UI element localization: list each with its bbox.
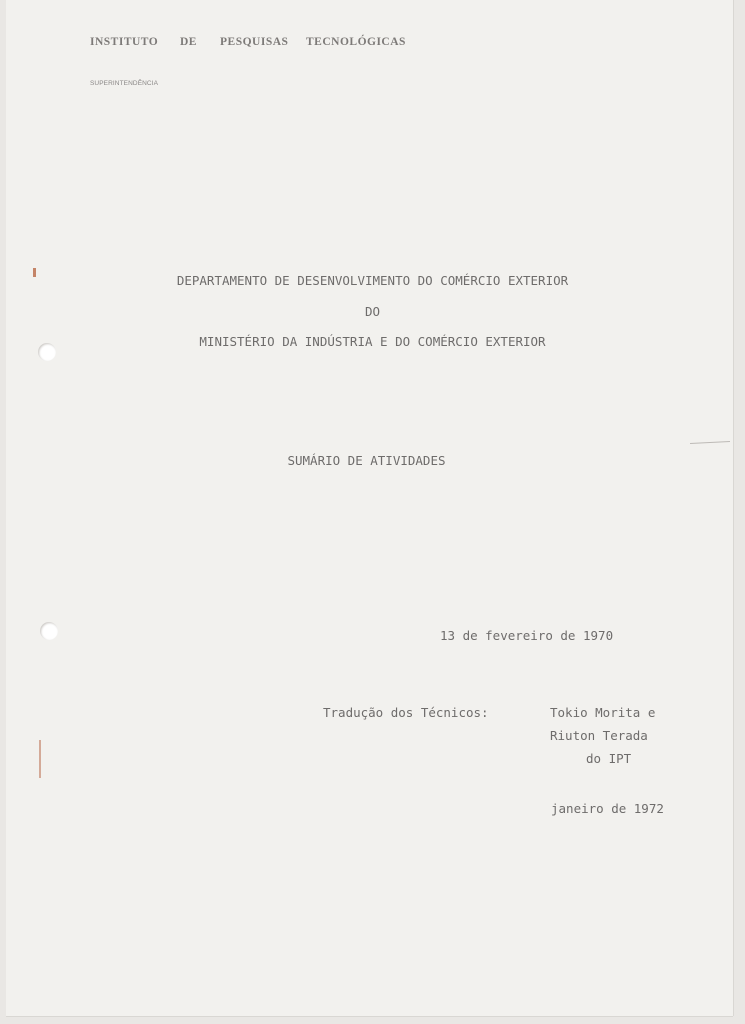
translator-org: do IPT (586, 751, 632, 766)
translation-label: Tradução dos Técnicos: (323, 705, 489, 720)
title-line-3: MINISTÉRIO DA INDÚSTRIA E DO COMÉRCIO EXTERIOR (199, 334, 546, 349)
institute-header (90, 36, 406, 48)
institute-word-2: DE (180, 36, 197, 48)
department-label: SUPERINTENDÊNCIA (90, 80, 159, 87)
document-subtitle: SUMÁRIO DE ATIVIDADES (287, 453, 446, 468)
translator-2: Riuton Terada (550, 728, 648, 743)
title-line-2: DO (364, 304, 381, 319)
translator-1: Tokio Morita e (550, 705, 656, 720)
institute-word-4: TECNOLÓGICAS (306, 36, 406, 48)
original-date: 13 de fevereiro de 1970 (440, 628, 614, 643)
translation-date: janeiro de 1972 (551, 801, 664, 816)
institute-word-3: PESQUISAS (220, 36, 289, 48)
rust-mark-lower (39, 740, 41, 778)
document-page (6, 0, 733, 1016)
institute-word-1: INSTITUTO (90, 36, 159, 48)
title-line-1: DEPARTAMENTO DE DESENVOLVIMENTO DO COMÉRCIO EXTERIOR (176, 273, 569, 288)
punch-hole-lower (40, 622, 58, 640)
